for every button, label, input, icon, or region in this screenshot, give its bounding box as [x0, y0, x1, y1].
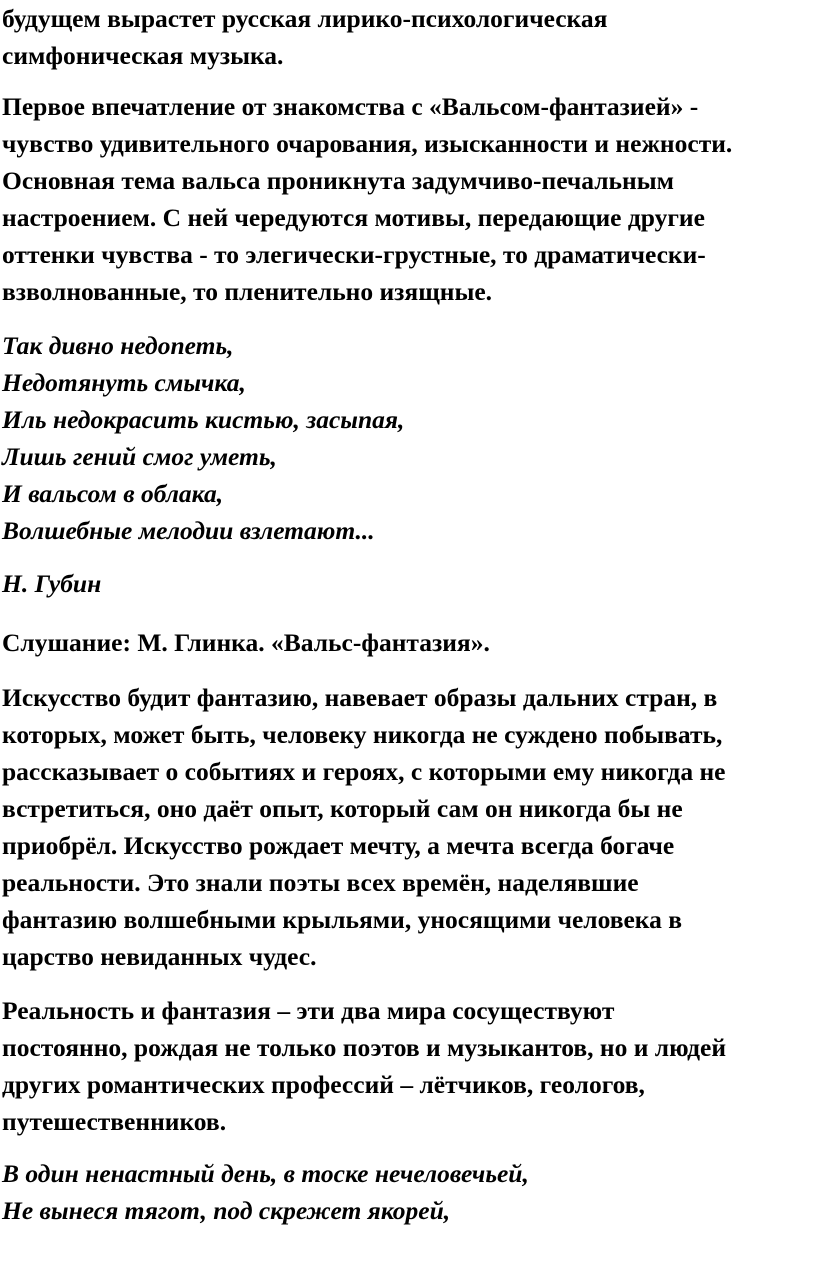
- text-line: Реальность и фантазия – эти два мира сосуществуют: [2, 996, 615, 1025]
- text-line: других романтических профессий – лётчиков, геологов,: [2, 1070, 645, 1099]
- listening-line: Слушание: М. Глинка. «Вальс-фантазия».: [2, 628, 490, 657]
- paragraph-intro-end: [2, 0, 607, 74]
- poem-line: Иль недокрасить кистью, засыпая,: [2, 405, 405, 434]
- poem-gubin: [2, 327, 404, 549]
- text-line: симфоническая музыка.: [2, 41, 284, 70]
- author-line: Н. Губин: [2, 569, 102, 598]
- text-line: царство невиданных чудес.: [2, 942, 317, 971]
- paragraph-art-fantasy: [2, 679, 725, 975]
- text-line: постоянно, рождая не только поэтов и музыкантов, но и людей: [2, 1033, 727, 1062]
- text-line: будущем вырастет русская лирико-психологическая: [2, 4, 608, 33]
- poem-line: В один ненастный день, в тоске нечеловечьей,: [2, 1159, 529, 1188]
- poem-line: Не вынеся тягот, под скрежет якорей,: [2, 1196, 451, 1225]
- poem-line: Так дивно недопеть,: [2, 331, 234, 360]
- text-line: которых, может быть, человеку никогда не суждено побывать,: [2, 720, 723, 749]
- text-line: реальности. Это знали поэты всех времён, наделявшие: [2, 868, 639, 897]
- poem-line: Лишь гений смог уметь,: [2, 442, 277, 471]
- poem-second: [2, 1155, 529, 1229]
- text-line: встретиться, оно даёт опыт, который сам он никогда бы не: [2, 794, 683, 823]
- text-line: настроением. С ней чередуются мотивы, передающие другие: [2, 203, 705, 232]
- listening-assignment: [2, 624, 490, 661]
- poem-line: И вальсом в облака,: [2, 479, 224, 508]
- text-line: путешественников.: [2, 1107, 227, 1136]
- text-line: рассказывает о событиях и героях, с которыми ему никогда не: [2, 757, 726, 786]
- poem-line: Волшебные мелодии взлетают...: [2, 516, 375, 545]
- text-line: Искусство будит фантазию, навевает образы дальних стран, в: [2, 683, 718, 712]
- text-line: фантазию волшебными крыльями, уносящими человека в: [2, 905, 682, 934]
- paragraph-reality-fantasy: [2, 992, 726, 1140]
- text-line: оттенки чувства - то элегически-грустные, то драматически-: [2, 240, 706, 269]
- text-line: чувство удивительного очарования, изысканности и нежности.: [2, 129, 733, 158]
- text-line: приобрёл. Искусство рождает мечту, а мечта всегда богаче: [2, 831, 675, 860]
- paragraph-waltz-impression: [2, 88, 732, 310]
- text-line: Первое впечатление от знакомства с «Вальсом-фантазией» -: [2, 92, 699, 121]
- poem-author: [2, 565, 101, 602]
- text-line: взволнованные, то пленительно изящные.: [2, 277, 493, 306]
- poem-line: Недотянуть смычка,: [2, 368, 246, 397]
- text-line: Основная тема вальса проникнута задумчиво-печальным: [2, 166, 674, 195]
